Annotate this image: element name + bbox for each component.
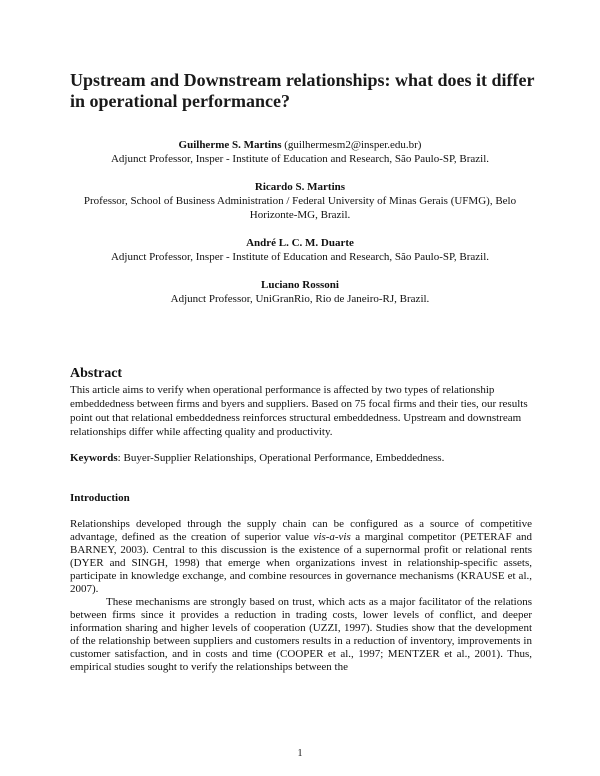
author-name: Ricardo S. Martins	[254, 181, 346, 193]
author-name: Luciano Rossoni	[261, 279, 339, 291]
page-number: 1	[297, 748, 303, 759]
abstract-heading: Abstract	[70, 366, 123, 381]
author-affiliation: Professor, School of Business Administration / Federal University of Minas Gerais (UFMG), Belo Horizonte-MG, Brazil.	[83, 195, 517, 221]
abstract-text: This article aims to verify when operational performance is affected by two types of relationship embeddedness between firms and byers and suppliers. Based on 75 focal firms and their ties, our results point out that relational embeddedness reinforces structural embeddedness. Upstream and downstream relationships differ while affecting quality and productivity.	[70, 384, 528, 438]
author-entry	[0, 180, 600, 222]
introduction-heading: Introduction	[70, 492, 130, 504]
intro-p1-part-a: Relationships developed through the supply chain can be configured as a source of competitive advantage, defined as the creation of superior value	[70, 518, 532, 543]
author-entry	[0, 138, 600, 166]
paper-title: Upstream and Downstream relationships: what does it differ in operational performance?	[70, 70, 535, 111]
author-affiliation: Adjunct Professor, Insper - Institute of Education and Research, São Paulo-SP, Brazil.	[110, 251, 490, 263]
author-affiliation: Adjunct Professor, Insper - Institute of Education and Research, São Paulo-SP, Brazil.	[110, 153, 490, 165]
author-block	[0, 138, 600, 320]
author-affiliation: Adjunct Professor, UniGranRio, Rio de Janeiro-RJ, Brazil.	[170, 293, 430, 305]
keywords-label: Keywords	[70, 452, 118, 464]
intro-p1-italic: vis-a-vis	[313, 531, 351, 543]
author-entry	[0, 278, 600, 306]
author-name: Guilherme S. Martins	[178, 139, 282, 151]
author-name: André L. C. M. Duarte	[246, 237, 354, 249]
author-entry	[0, 236, 600, 264]
introduction-body	[70, 518, 532, 674]
intro-paragraph-1	[70, 518, 532, 596]
keywords-line	[70, 451, 532, 465]
intro-p1-part-b: a marginal competitor (PETERAF and BARNEY, 2003). Central to this discussion is the existence of a supernormal profit or relational rents (DYER and SINGH, 1998) that emerge when organizations invest in relationship-specific assets, participate in knowledge exchange, and combine resources in governance mechanisms (KRAUSE et al., 2007).	[70, 531, 532, 595]
author-email: (guilhermesm2@insper.edu.br)	[284, 139, 422, 151]
intro-paragraph-2: These mechanisms are strongly based on trust, which acts as a major facilitator of the relations between firms since it provides a reduction in trading costs, lower levels of conflict, and deeper information sharing and higher levels of cooperation (UZZI, 1997). Studies show that the development of the relationship between suppliers and customers results in a reduction of inventory, improvements in customer satisfaction, and in costs and time (COOPER et al., 1997; MENTZER et al., 2001). Thus, empirical studies sought to verify the relationships between the	[70, 596, 532, 673]
keywords-text: : Buyer-Supplier Relationships, Operational Performance, Embeddedness.	[117, 452, 445, 464]
